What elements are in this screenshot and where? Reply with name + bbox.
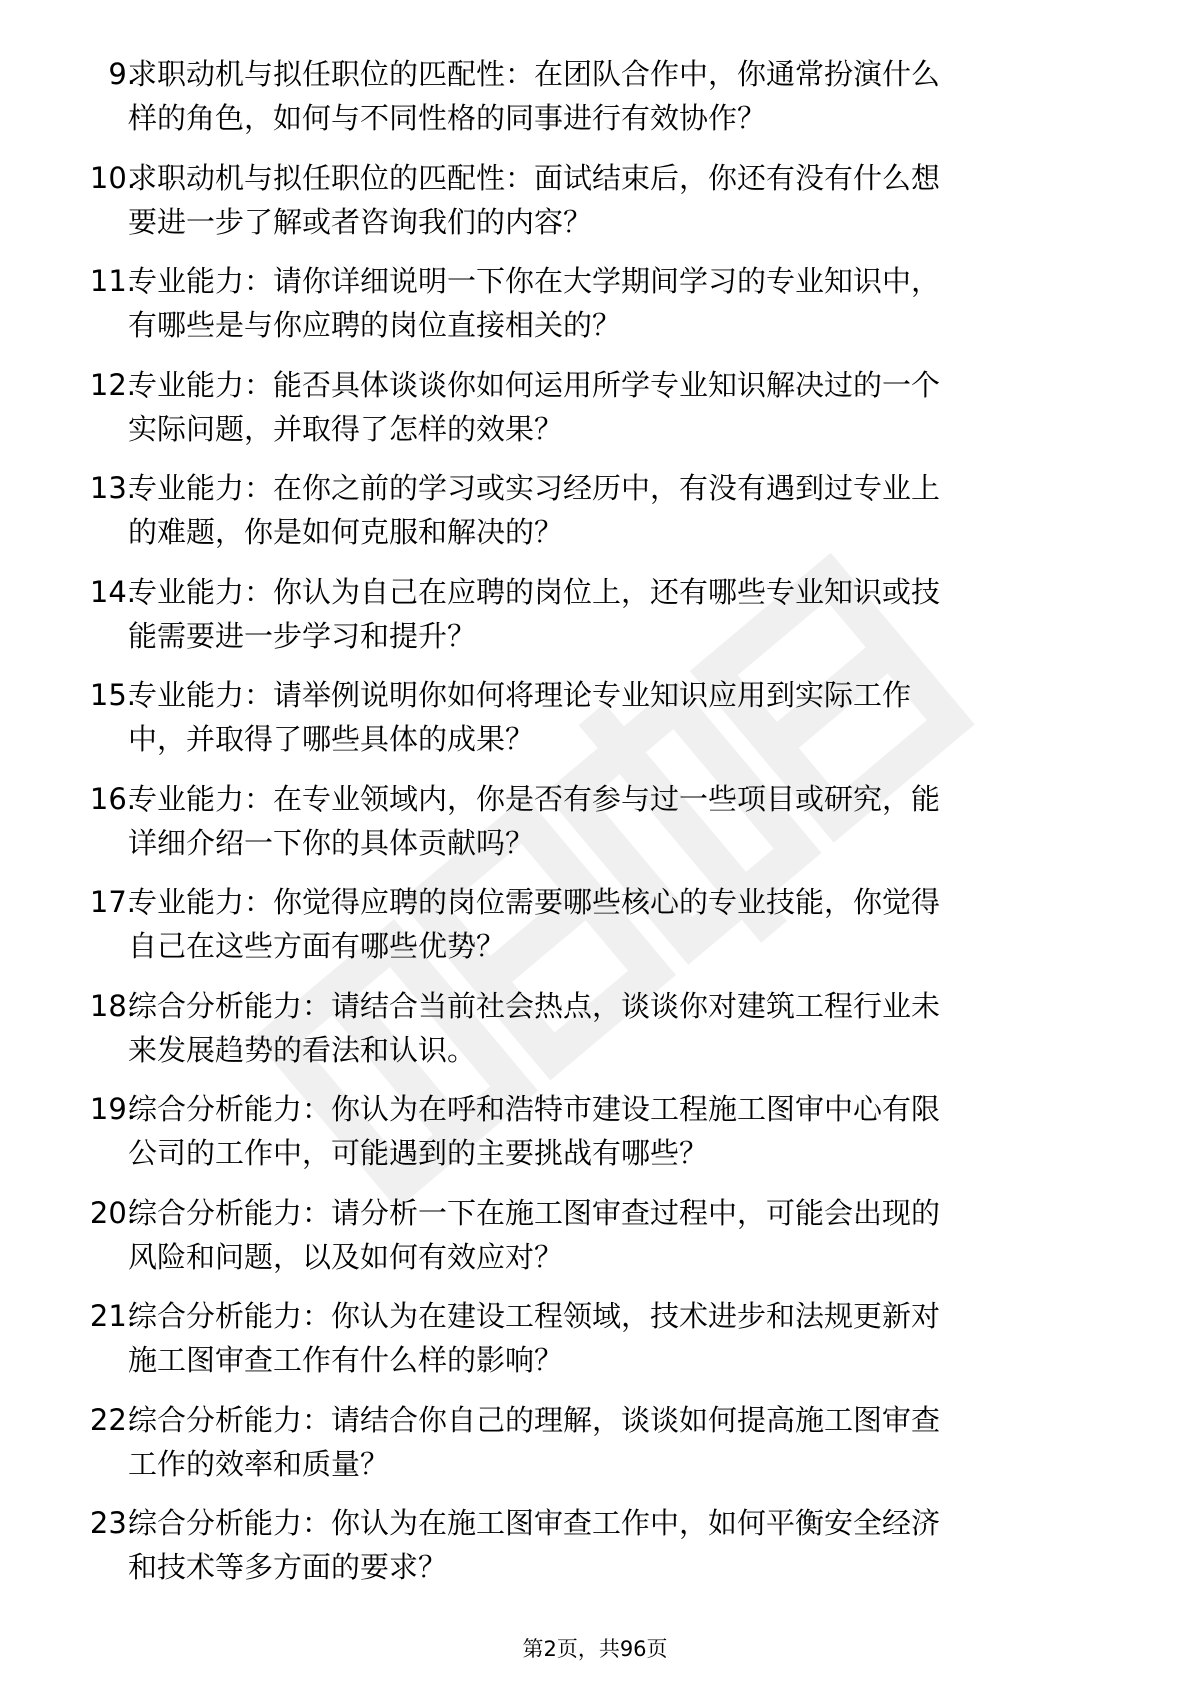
question-list xyxy=(0,52,1190,1605)
question-number: 16. xyxy=(89,781,136,816)
question-line: 详细介绍一下你的具体贡献吗？ xyxy=(128,825,535,860)
question-text xyxy=(128,52,1108,140)
question-number: 9. xyxy=(108,57,136,91)
question-text xyxy=(128,880,1108,968)
question-text xyxy=(128,570,1108,658)
question-text xyxy=(128,1398,1108,1486)
question-number: 12. xyxy=(89,367,136,402)
question-number: 14. xyxy=(89,574,136,609)
list-item xyxy=(0,1294,1190,1398)
question-line: 要进一步了解或者咨询我们的内容？ xyxy=(128,204,593,239)
question-text xyxy=(128,259,1108,347)
question-line: 综合分析能力：请分析一下在施工图审查过程中，可能会出现的 xyxy=(128,1195,941,1230)
page-footer: 第2页，共96页 xyxy=(522,1637,668,1661)
question-line: 工作的效率和质量？ xyxy=(128,1446,390,1481)
question-line: 有哪些是与你应聘的岗位直接相关的？ xyxy=(128,308,622,342)
question-number: 23. xyxy=(89,1506,136,1540)
question-line: 专业能力：请你详细说明一下你在大学期间学习的专业知识中， xyxy=(128,264,941,298)
list-item xyxy=(0,156,1190,260)
question-line: 能需要进一步学习和提升？ xyxy=(128,618,477,653)
question-number: 15. xyxy=(89,678,136,712)
question-text xyxy=(128,984,1108,1072)
question-line: 综合分析能力：你认为在呼和浩特市建设工程施工图审中心有限 xyxy=(128,1092,941,1126)
question-text xyxy=(128,673,1108,761)
question-text xyxy=(128,363,1108,451)
list-item xyxy=(0,1501,1190,1605)
question-line: 自己在这些方面有哪些优势？ xyxy=(128,929,506,963)
question-text xyxy=(128,1191,1108,1279)
question-line: 专业能力：你认为自己在应聘的岗位上，还有哪些专业知识或技 xyxy=(128,574,941,609)
question-text xyxy=(128,1294,1108,1382)
question-number: 13. xyxy=(89,471,136,505)
question-line: 专业能力：能否具体谈谈你如何运用所学专业知识解决过的一个 xyxy=(128,367,941,402)
list-item xyxy=(0,52,1190,156)
list-item xyxy=(0,1191,1190,1295)
question-line: 求职动机与拟任职位的匹配性：面试结束后，你还有没有什么想 xyxy=(128,160,941,195)
question-text xyxy=(128,466,1108,554)
question-line: 实际问题，并取得了怎样的效果？ xyxy=(128,411,564,446)
list-item xyxy=(0,984,1190,1088)
question-line: 求职动机与拟任职位的匹配性：在团队合作中，你通常扮演什么 xyxy=(128,57,941,91)
question-number: 17. xyxy=(89,885,136,919)
question-number: 22. xyxy=(89,1402,136,1437)
question-line: 和技术等多方面的要求？ xyxy=(128,1550,448,1584)
question-number: 11. xyxy=(89,264,136,298)
question-line: 的难题，你是如何克服和解决的？ xyxy=(128,515,564,549)
question-line: 专业能力：在专业领域内，你是否有参与过一些项目或研究，能 xyxy=(128,781,941,816)
question-number: 19. xyxy=(89,1092,136,1126)
list-item xyxy=(0,363,1190,467)
question-text xyxy=(128,1501,1108,1589)
list-item xyxy=(0,259,1190,363)
question-line: 专业能力：请举例说明你如何将理论专业知识应用到实际工作 xyxy=(128,678,912,712)
question-line: 专业能力：你觉得应聘的岗位需要哪些核心的专业技能，你觉得 xyxy=(128,885,941,919)
question-line: 专业能力：在你之前的学习或实习经历中，有没有遇到过专业上 xyxy=(128,471,941,505)
list-item xyxy=(0,570,1190,674)
question-number: 20. xyxy=(89,1195,136,1230)
question-text xyxy=(128,156,1108,244)
question-line: 施工图审查工作有什么样的影响？ xyxy=(128,1343,564,1377)
question-text xyxy=(128,777,1108,865)
question-number: 18. xyxy=(89,988,136,1023)
list-item xyxy=(0,777,1190,881)
list-item xyxy=(0,1398,1190,1502)
question-line: 样的角色，如何与不同性格的同事进行有效协作？ xyxy=(128,101,767,135)
question-line: 来发展趋势的看法和认识。 xyxy=(128,1032,477,1067)
question-line: 综合分析能力：你认为在建设工程领域，技术进步和法规更新对 xyxy=(128,1299,941,1333)
question-line: 综合分析能力：请结合当前社会热点，谈谈你对建筑工程行业未 xyxy=(128,988,941,1023)
question-line: 公司的工作中，可能遇到的主要挑战有哪些？ xyxy=(128,1136,709,1170)
list-item xyxy=(0,1087,1190,1191)
question-line: 中，并取得了哪些具体的成果？ xyxy=(128,722,535,756)
list-item xyxy=(0,673,1190,777)
question-line: 综合分析能力：请结合你自己的理解，谈谈如何提高施工图审查 xyxy=(128,1402,941,1437)
question-number: 10. xyxy=(89,160,136,195)
list-item xyxy=(0,466,1190,570)
list-item xyxy=(0,880,1190,984)
question-number: 21. xyxy=(89,1299,136,1333)
question-line: 综合分析能力：你认为在施工图审查工作中，如何平衡安全经济 xyxy=(128,1506,941,1540)
question-text xyxy=(128,1087,1108,1175)
question-line: 风险和问题，以及如何有效应对？ xyxy=(128,1239,564,1274)
